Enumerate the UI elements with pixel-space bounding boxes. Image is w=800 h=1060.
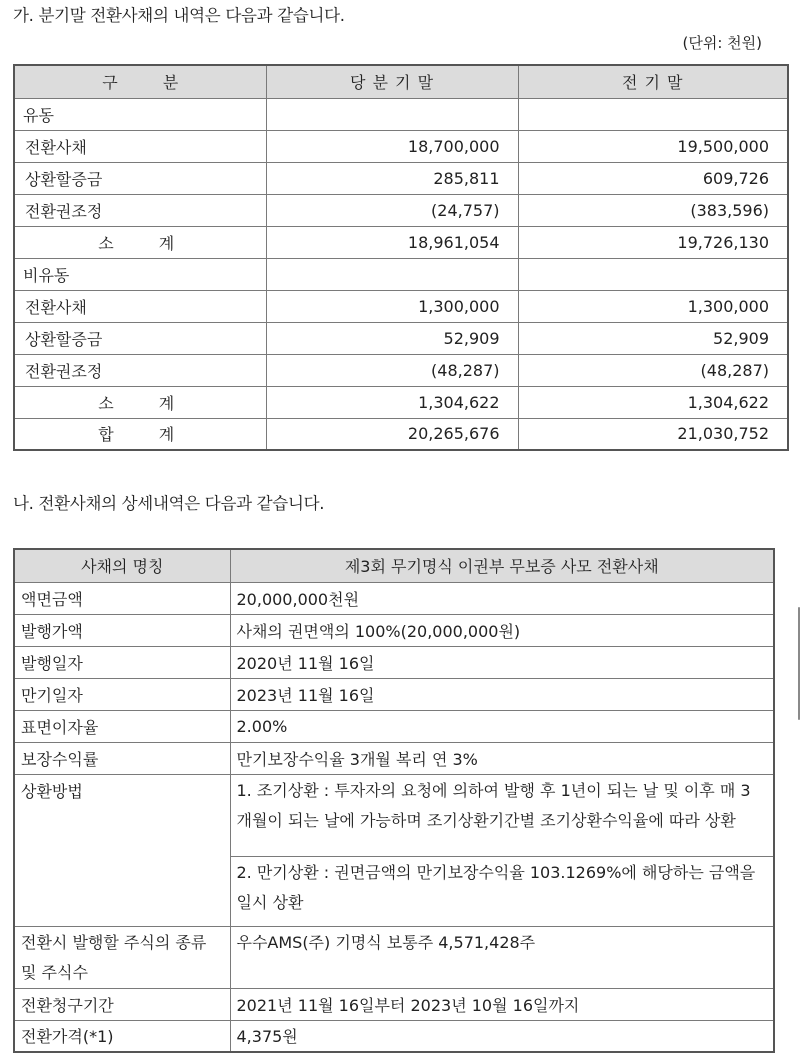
row-label: 비유동	[14, 258, 266, 290]
row-value: 2023년 11월 16일	[230, 678, 774, 710]
row-label: 소 계	[14, 386, 266, 418]
prior-value: 1,300,000	[518, 290, 788, 322]
prior-value: 52,909	[518, 322, 788, 354]
table-row	[14, 194, 788, 226]
row-label: 상환방법	[14, 774, 230, 926]
table-row	[14, 290, 788, 322]
col-header-current-quarter: 당 분 기 말	[266, 65, 518, 98]
prior-value: (48,287)	[518, 354, 788, 386]
row-label: 합 계	[14, 418, 266, 450]
prior-value: 609,726	[518, 162, 788, 194]
total-row	[14, 418, 788, 450]
convertible-bond-summary-table	[13, 64, 789, 451]
section-b-heading: 나. 전환사채의 상세내역은 다음과 같습니다.	[13, 494, 325, 513]
row-label: 전환사채	[14, 130, 266, 162]
table-row	[14, 582, 774, 614]
table-row	[14, 926, 774, 988]
section-a-heading: 가. 분기말 전환사채의 내역은 다음과 같습니다.	[13, 6, 345, 25]
table-header-row	[14, 65, 788, 98]
col-header-prior-year: 전 기 말	[518, 65, 788, 98]
table-header-row	[14, 549, 774, 582]
unit-label: (단위: 천원)	[682, 34, 762, 52]
table-row	[14, 162, 788, 194]
subtotal-row	[14, 226, 788, 258]
table-row	[14, 774, 774, 856]
header-value: 제3회 무기명식 이권부 무보증 사모 전환사채	[230, 549, 774, 582]
current-value	[266, 258, 518, 290]
row-label: 유동	[14, 98, 266, 130]
row-label: 전환청구기간	[14, 988, 230, 1020]
current-value: 52,909	[266, 322, 518, 354]
table-row	[14, 710, 774, 742]
header-label: 사채의 명칭	[14, 549, 230, 582]
row-value: 사채의 권면액의 100%(20,000,000원)	[230, 614, 774, 646]
subtotal-row	[14, 386, 788, 418]
col-header-category: 구 분	[14, 65, 266, 98]
row-label: 전환권조정	[14, 194, 266, 226]
convertible-bond-detail-table	[13, 548, 775, 1053]
current-value: 18,700,000	[266, 130, 518, 162]
row-value: 2020년 11월 16일	[230, 646, 774, 678]
table-row	[14, 98, 788, 130]
row-label: 상환할증금	[14, 162, 266, 194]
row-label: 액면금액	[14, 582, 230, 614]
row-label: 발행일자	[14, 646, 230, 678]
prior-value: 1,304,622	[518, 386, 788, 418]
row-label: 전환사채	[14, 290, 266, 322]
row-label: 전환권조정	[14, 354, 266, 386]
prior-value: (383,596)	[518, 194, 788, 226]
table-row	[14, 322, 788, 354]
row-label: 소 계	[14, 226, 266, 258]
current-value: 20,265,676	[266, 418, 518, 450]
table-row	[14, 678, 774, 710]
table-row	[14, 1020, 774, 1052]
early-redemption-value: 1. 조기상환 : 투자자의 요청에 의하여 발행 후 1년이 되는 날 및 이후 매 3 개월이 되는 날에 가능하며 조기상환기간별 조기상환수익율에 따라 상환	[230, 774, 774, 856]
row-label: 보장수익률	[14, 742, 230, 774]
prior-value: 19,500,000	[518, 130, 788, 162]
current-value: 18,961,054	[266, 226, 518, 258]
table-row	[14, 988, 774, 1020]
table-row	[14, 354, 788, 386]
row-label: 만기일자	[14, 678, 230, 710]
row-value: 20,000,000천원	[230, 582, 774, 614]
row-value: 2.00%	[230, 710, 774, 742]
current-value: (48,287)	[266, 354, 518, 386]
row-value: 2021년 11월 16일부터 2023년 10월 16일까지	[230, 988, 774, 1020]
table-row	[14, 130, 788, 162]
row-value: 4,375원	[230, 1020, 774, 1052]
current-value: 1,304,622	[266, 386, 518, 418]
current-value: (24,757)	[266, 194, 518, 226]
row-value: 만기보장수익율 3개월 복리 연 3%	[230, 742, 774, 774]
current-value: 1,300,000	[266, 290, 518, 322]
table-row	[14, 258, 788, 290]
prior-value	[518, 98, 788, 130]
row-label: 상환할증금	[14, 322, 266, 354]
row-label: 전환가격(*1)	[14, 1020, 230, 1052]
table-row	[14, 646, 774, 678]
prior-value: 21,030,752	[518, 418, 788, 450]
prior-value: 19,726,130	[518, 226, 788, 258]
prior-value	[518, 258, 788, 290]
row-label: 표면이자율	[14, 710, 230, 742]
table-row	[14, 614, 774, 646]
current-value: 285,811	[266, 162, 518, 194]
row-value: 우수AMS(주) 기명식 보통주 4,571,428주	[230, 926, 774, 988]
maturity-redemption-value: 2. 만기상환 : 권면금액의 만기보장수익율 103.1269%에 해당하는 금액을 일시 상환	[230, 856, 774, 926]
table-row	[14, 742, 774, 774]
current-value	[266, 98, 518, 130]
row-label: 전환시 발행할 주식의 종류 및 주식수	[14, 926, 230, 988]
row-label: 발행가액	[14, 614, 230, 646]
